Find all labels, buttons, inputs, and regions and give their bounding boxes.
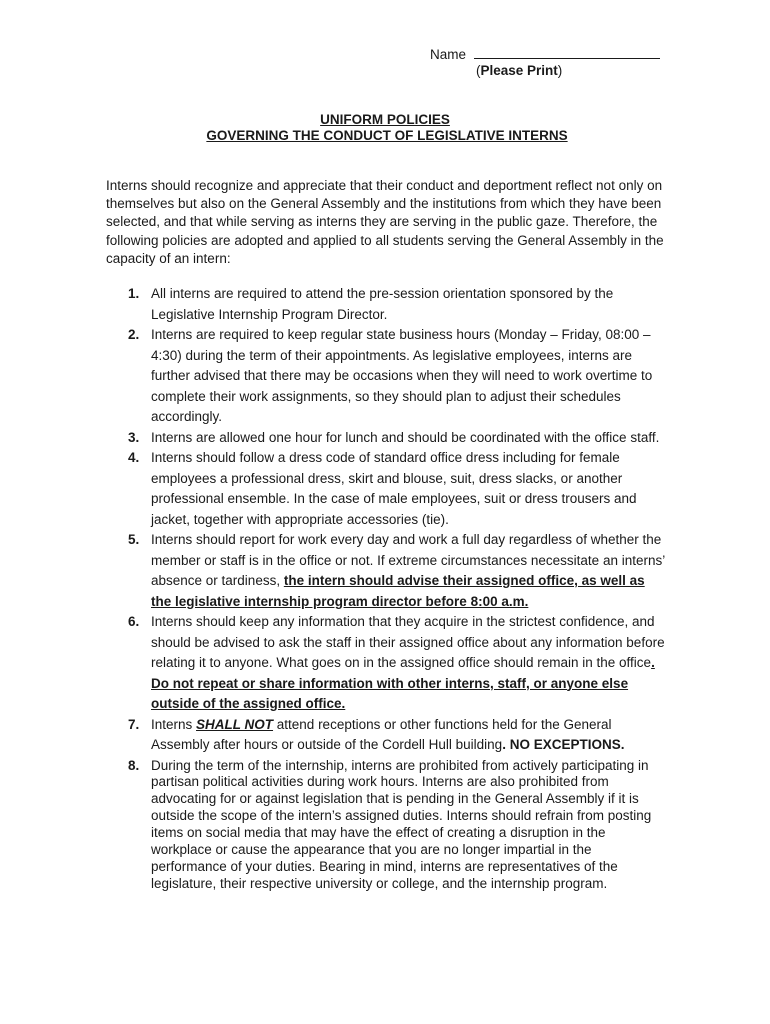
policy-number: 1. [128, 286, 140, 301]
policy-number: 5. [128, 532, 140, 547]
policy-item [106, 612, 666, 715]
policy-text: Interns are allowed one hour for lunch and should be coordinated with the office staff. [151, 429, 660, 445]
policy-text: Interns should keep any information that they acquire in the strictest confidence, and should be advised to ask the staff in their assigned office about any information before relating it to anyone. What goes on in the assigned office should remain in the office [151, 614, 665, 670]
policy-text: Interns are required to keep regular state business hours (Monday – Friday, 08:00 – 4:30) during the term of their appointments. As legislative employees, interns are further advised that there may be occasions when they will need to work overtime to complete their work assignments, so they should plan to adjust their schedules accordingly. [151, 327, 653, 424]
policy-emphasis: the intern should advise their assigned office, as well as the legislative internship program director before 8:00 a.m. [151, 573, 645, 609]
policy-number: 7. [128, 716, 140, 732]
policy-emphasis: SHALL NOT [196, 716, 274, 732]
intro-paragraph: Interns should recognize and appreciate that their conduct and deportment reflect not only on themselves but also on the General Assembly and the institutions from which they have been selected, and that while serving as interns they are serving in the public gaze. Therefore, the following policies are adopted and applied to all students serving the General Assembly in the capacity of an intern: [106, 178, 664, 266]
policy-text: Interns should report for work every day and work a full day regardless of whether the member or staff is in the office or not. If extreme circumstances necessitate an interns’ absence or tardiness, [151, 532, 665, 588]
name-field [430, 46, 660, 62]
policy-tail: . NO EXCEPTIONS. [502, 737, 625, 752]
policy-number: 3. [128, 429, 140, 445]
policy-number: 6. [128, 614, 140, 629]
policy-item [106, 530, 666, 612]
policy-emphasis: . Do not repeat or share information with other interns, staff, or anyone else outside of the assigned office. [151, 655, 655, 711]
policy-text: All interns are required to attend the pre-session orientation sponsored by the Legislative Internship Program Director. [151, 286, 614, 322]
document-title: UNIFORM POLICIES [320, 112, 450, 127]
policy-text: attend receptions or other functions held for the General Assembly after hours or outside of the Cordell Hull building [151, 716, 612, 752]
policy-item [106, 428, 666, 449]
policy-item [106, 284, 666, 325]
policy-item [106, 325, 666, 428]
name-label: Name [430, 47, 467, 62]
name-blank-line [474, 46, 660, 59]
policy-number: 4. [128, 450, 140, 465]
print-note [476, 63, 562, 78]
document-subtitle: GOVERNING THE CONDUCT OF LEGISLATIVE INTERNS [206, 128, 568, 143]
policy-text-lead: Interns [151, 716, 197, 732]
policy-text: During the term of the internship, interns are prohibited from actively participating in partisan political activities during work hours. Interns are also prohibited from advocating for or against legislation that is pending in the General Assembly if it is outside the scope of the intern’s assigned duties. Interns should refrain from posting items on social media that may have the effect of creating a disruption in the workplace or cause the appearance that you are no longer impartial in the performance of your duties. Bearing in mind, interns are representatives of the legislature, their respective university or college, and the internship program. [151, 757, 652, 891]
policy-item [106, 758, 666, 893]
policy-list [106, 284, 666, 893]
print-open-paren: ( [476, 63, 481, 78]
print-close-paren: ) [557, 63, 563, 78]
print-label: Please Print [480, 63, 558, 78]
policy-number: 8. [128, 757, 140, 773]
policy-text: Interns should follow a dress code of standard office dress including for female employees a professional dress, skirt and blouse, suit, dress slacks, or another professional ensemble. In the case of male employees, suit or dress trousers and jacket, together with appropriate accessories (tie). [151, 450, 637, 527]
policy-item [106, 715, 666, 756]
policy-number: 2. [128, 327, 140, 342]
policy-item [106, 448, 666, 530]
